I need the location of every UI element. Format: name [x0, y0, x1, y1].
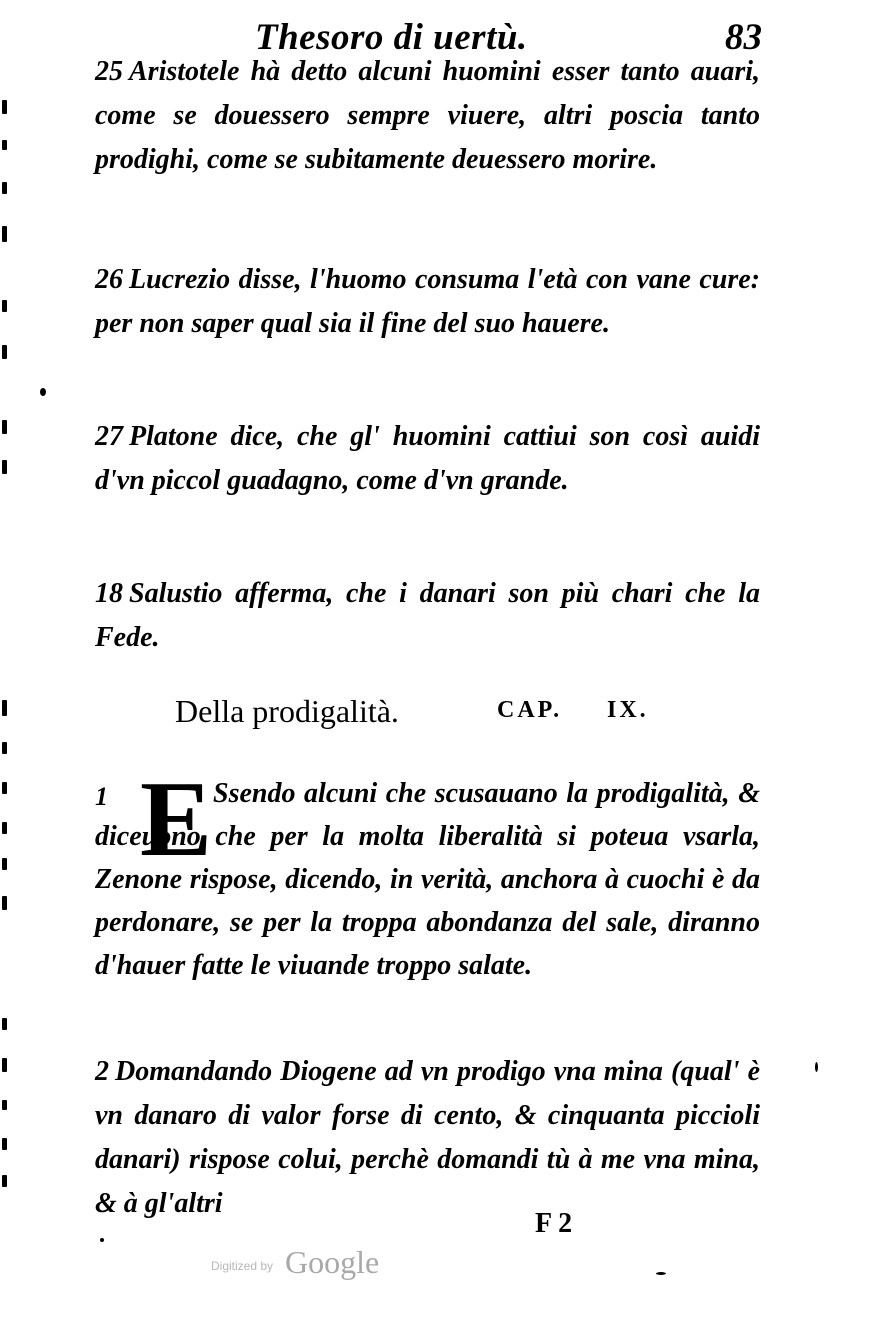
entry-text-block — [95, 760, 760, 987]
chapter-number: IX. — [607, 697, 649, 723]
entry-number: 26 — [95, 264, 123, 295]
entry-number: 25 — [95, 56, 123, 87]
digitized-watermark — [211, 1244, 411, 1280]
chapter-entry-2 — [95, 1050, 760, 1226]
facing-page-bleed — [0, 0, 14, 1324]
ink-speck — [40, 388, 46, 396]
entry-27 — [95, 415, 760, 503]
chapter-heading — [175, 693, 695, 743]
running-title: Thesoro di uertù. — [255, 17, 528, 58]
watermark-prefix: Digitized by — [211, 1259, 274, 1273]
entry-text: Platone dice, che gl' huomini cattiui son così auidi d'vn piccol guadagno, come d'vn grande. — [95, 421, 760, 496]
entry-25 — [95, 50, 760, 182]
ink-speck — [815, 1062, 818, 1072]
chapter-label: CAP. — [497, 697, 563, 723]
chapter-title: Della prodigalità. — [175, 693, 399, 729]
entry-text: Ssendo alcuni che scusauano la prodigalità, & diceuono che per la molta liberalità si poteua vsarla, Zenone rispose, dicendo, in verità, anchora à cuochi è da perdonare, se per la troppa abondanza del sale, diranno d'hauer fatte le viuande troppo salate. — [95, 778, 760, 981]
entry-number: 27 — [95, 421, 123, 452]
entry-number: 2 — [95, 1056, 109, 1087]
page-number: 83 — [725, 17, 762, 58]
google-logo: Google — [285, 1244, 380, 1280]
entry-26 — [95, 258, 760, 346]
entry-text: Salustio afferma, che i danari son più chari che la Fede. — [95, 578, 760, 653]
ink-speck — [100, 1238, 104, 1242]
entry-number: 1 — [95, 782, 108, 811]
entry-text: Domandando Diogene ad vn prodigo vna mina (qual' è vn danaro di valor forse di cento, & cinquanta piccioli danari) rispose colui, perchè domandi tù à me vna mina, & à gl'altri — [95, 1056, 760, 1219]
drop-cap: E — [140, 760, 213, 879]
entry-number: 18 — [95, 578, 123, 609]
signature-mark: F 2 — [535, 1208, 573, 1239]
entry-18 — [95, 572, 760, 660]
ink-speck — [656, 1272, 666, 1275]
entry-text: Lucrezio disse, l'huomo consuma l'età con vane cure: per non saper qual sia il fine del suo hauere. — [95, 264, 760, 339]
entry-text: Aristotele hà detto alcuni huomini esser tanto auari, come se douessero sempre viuere, altri poscia tanto prodighi, come se subitamente deuessero morire. — [95, 56, 760, 175]
